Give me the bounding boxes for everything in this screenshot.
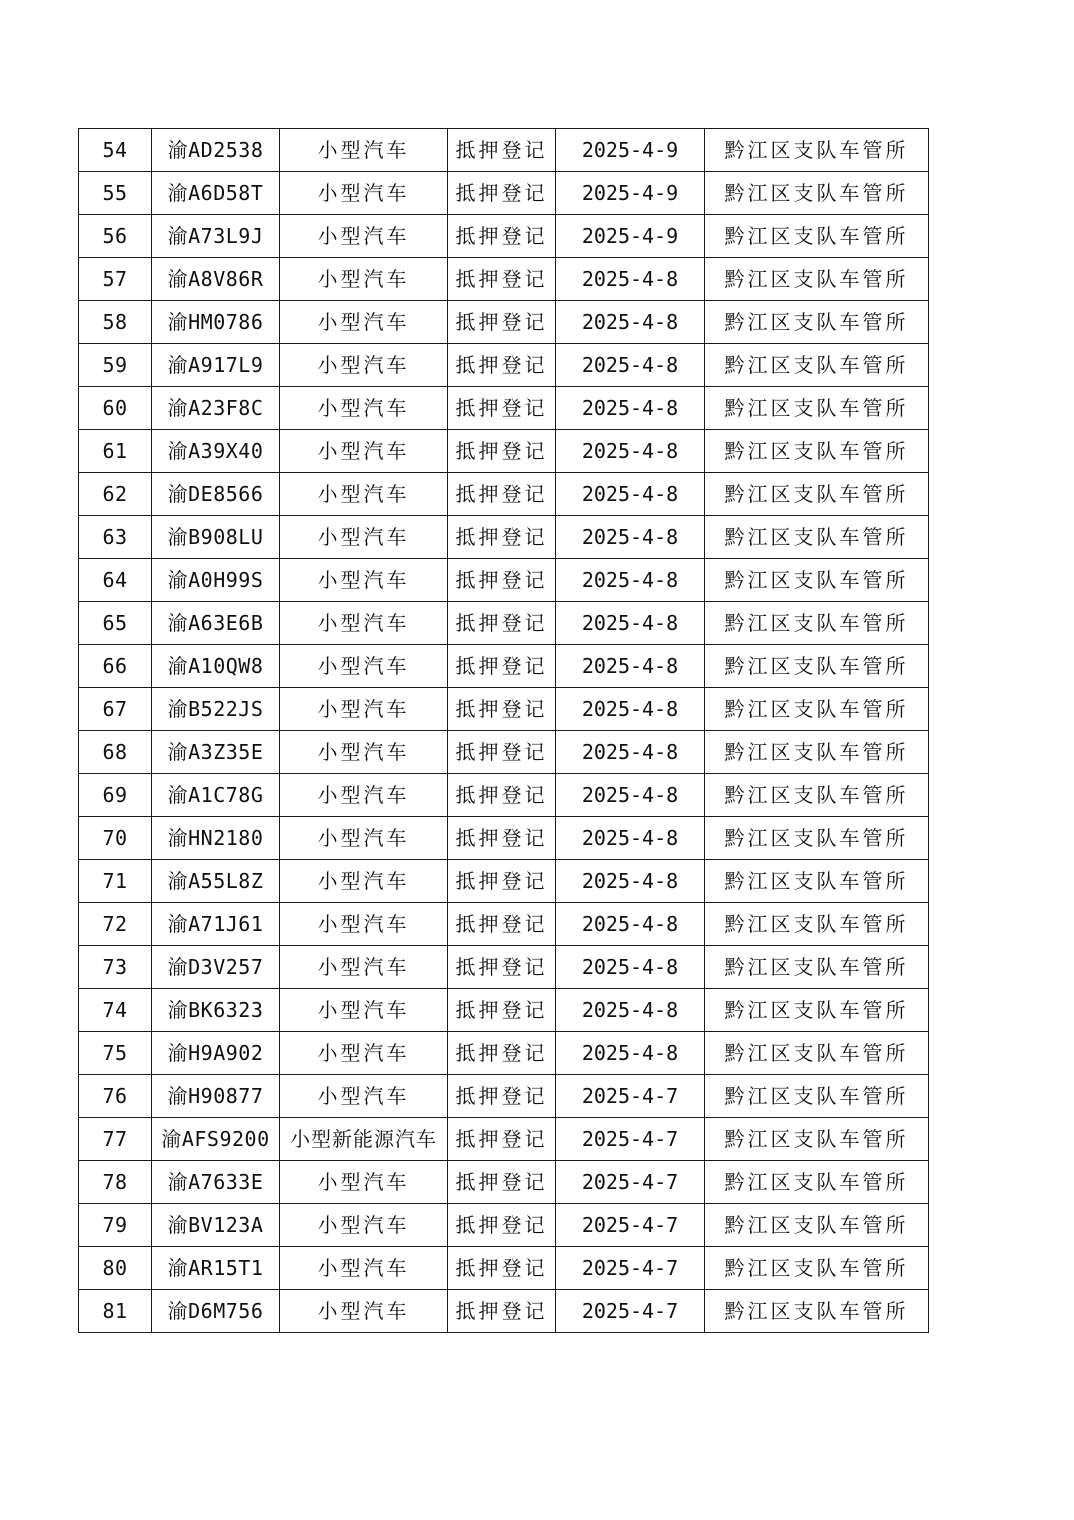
cell-serial-number: 59 [79, 344, 152, 387]
cell-vehicle-type: 小型汽车 [280, 688, 448, 731]
cell-business-type: 抵押登记 [448, 731, 556, 774]
cell-plate-number: 渝AD2538 [152, 129, 280, 172]
cell-business-type: 抵押登记 [448, 1118, 556, 1161]
cell-vehicle-type: 小型汽车 [280, 172, 448, 215]
table-row [79, 1247, 929, 1290]
cell-business-type: 抵押登记 [448, 129, 556, 172]
cell-office: 黔江区支队车管所 [705, 1075, 929, 1118]
table-row [79, 645, 929, 688]
cell-serial-number: 79 [79, 1204, 152, 1247]
cell-serial-number: 74 [79, 989, 152, 1032]
table-row [79, 903, 929, 946]
cell-serial-number: 61 [79, 430, 152, 473]
cell-date: 2025-4-8 [556, 430, 705, 473]
cell-office: 黔江区支队车管所 [705, 516, 929, 559]
cell-date: 2025-4-7 [556, 1161, 705, 1204]
cell-date: 2025-4-8 [556, 516, 705, 559]
cell-serial-number: 56 [79, 215, 152, 258]
cell-date: 2025-4-7 [556, 1075, 705, 1118]
cell-office: 黔江区支队车管所 [705, 817, 929, 860]
cell-date: 2025-4-8 [556, 344, 705, 387]
cell-office: 黔江区支队车管所 [705, 344, 929, 387]
cell-plate-number: 渝B522JS [152, 688, 280, 731]
cell-serial-number: 60 [79, 387, 152, 430]
table-row [79, 516, 929, 559]
cell-plate-number: 渝A3Z35E [152, 731, 280, 774]
cell-plate-number: 渝B908LU [152, 516, 280, 559]
cell-office: 黔江区支队车管所 [705, 301, 929, 344]
cell-serial-number: 62 [79, 473, 152, 516]
table-row [79, 258, 929, 301]
cell-serial-number: 69 [79, 774, 152, 817]
table-row [79, 688, 929, 731]
cell-plate-number: 渝D3V257 [152, 946, 280, 989]
cell-business-type: 抵押登记 [448, 645, 556, 688]
table-row [79, 301, 929, 344]
cell-plate-number: 渝A55L8Z [152, 860, 280, 903]
table-row [79, 817, 929, 860]
cell-date: 2025-4-8 [556, 1032, 705, 1075]
cell-business-type: 抵押登记 [448, 946, 556, 989]
cell-serial-number: 80 [79, 1247, 152, 1290]
cell-business-type: 抵押登记 [448, 903, 556, 946]
cell-office: 黔江区支队车管所 [705, 946, 929, 989]
cell-date: 2025-4-8 [556, 387, 705, 430]
cell-serial-number: 58 [79, 301, 152, 344]
cell-date: 2025-4-8 [556, 301, 705, 344]
cell-office: 黔江区支队车管所 [705, 387, 929, 430]
cell-vehicle-type: 小型汽车 [280, 602, 448, 645]
cell-business-type: 抵押登记 [448, 1247, 556, 1290]
cell-office: 黔江区支队车管所 [705, 731, 929, 774]
cell-business-type: 抵押登记 [448, 1032, 556, 1075]
cell-vehicle-type: 小型汽车 [280, 473, 448, 516]
cell-business-type: 抵押登记 [448, 817, 556, 860]
cell-date: 2025-4-7 [556, 1118, 705, 1161]
cell-office: 黔江区支队车管所 [705, 129, 929, 172]
cell-office: 黔江区支队车管所 [705, 903, 929, 946]
cell-office: 黔江区支队车管所 [705, 1204, 929, 1247]
cell-plate-number: 渝A6D58T [152, 172, 280, 215]
cell-business-type: 抵押登记 [448, 473, 556, 516]
cell-date: 2025-4-7 [556, 1290, 705, 1333]
cell-business-type: 抵押登记 [448, 172, 556, 215]
cell-vehicle-type: 小型汽车 [280, 903, 448, 946]
cell-serial-number: 68 [79, 731, 152, 774]
cell-office: 黔江区支队车管所 [705, 215, 929, 258]
cell-office: 黔江区支队车管所 [705, 1247, 929, 1290]
cell-vehicle-type: 小型汽车 [280, 645, 448, 688]
cell-date: 2025-4-8 [556, 731, 705, 774]
cell-vehicle-type: 小型汽车 [280, 1161, 448, 1204]
cell-date: 2025-4-8 [556, 473, 705, 516]
cell-serial-number: 76 [79, 1075, 152, 1118]
cell-serial-number: 73 [79, 946, 152, 989]
cell-business-type: 抵押登记 [448, 989, 556, 1032]
cell-serial-number: 64 [79, 559, 152, 602]
cell-vehicle-type: 小型汽车 [280, 430, 448, 473]
table-row [79, 774, 929, 817]
cell-serial-number: 72 [79, 903, 152, 946]
cell-business-type: 抵押登记 [448, 258, 556, 301]
cell-serial-number: 54 [79, 129, 152, 172]
cell-plate-number: 渝A39X40 [152, 430, 280, 473]
cell-vehicle-type: 小型汽车 [280, 258, 448, 301]
cell-business-type: 抵押登记 [448, 516, 556, 559]
cell-office: 黔江区支队车管所 [705, 989, 929, 1032]
cell-vehicle-type: 小型汽车 [280, 301, 448, 344]
cell-business-type: 抵押登记 [448, 1075, 556, 1118]
table-row [79, 1161, 929, 1204]
cell-office: 黔江区支队车管所 [705, 172, 929, 215]
cell-vehicle-type: 小型汽车 [280, 989, 448, 1032]
cell-office: 黔江区支队车管所 [705, 473, 929, 516]
cell-date: 2025-4-8 [556, 602, 705, 645]
cell-office: 黔江区支队车管所 [705, 1161, 929, 1204]
cell-office: 黔江区支队车管所 [705, 258, 929, 301]
cell-office: 黔江区支队车管所 [705, 860, 929, 903]
cell-serial-number: 63 [79, 516, 152, 559]
cell-business-type: 抵押登记 [448, 1161, 556, 1204]
cell-date: 2025-4-7 [556, 1247, 705, 1290]
cell-plate-number: 渝A23F8C [152, 387, 280, 430]
table-row [79, 559, 929, 602]
cell-serial-number: 55 [79, 172, 152, 215]
cell-office: 黔江区支队车管所 [705, 645, 929, 688]
cell-date: 2025-4-9 [556, 215, 705, 258]
cell-office: 黔江区支队车管所 [705, 430, 929, 473]
table-row [79, 473, 929, 516]
cell-plate-number: 渝D6M756 [152, 1290, 280, 1333]
registration-table [78, 128, 929, 1333]
cell-date: 2025-4-8 [556, 774, 705, 817]
cell-serial-number: 65 [79, 602, 152, 645]
cell-vehicle-type: 小型汽车 [280, 387, 448, 430]
cell-business-type: 抵押登记 [448, 1204, 556, 1247]
cell-office: 黔江区支队车管所 [705, 559, 929, 602]
cell-date: 2025-4-8 [556, 258, 705, 301]
table-row [79, 1118, 929, 1161]
table-row [79, 215, 929, 258]
cell-business-type: 抵押登记 [448, 860, 556, 903]
cell-vehicle-type: 小型新能源汽车 [280, 1118, 448, 1161]
table-row [79, 129, 929, 172]
cell-vehicle-type: 小型汽车 [280, 1204, 448, 1247]
table-row [79, 731, 929, 774]
table-row [79, 1075, 929, 1118]
cell-business-type: 抵押登记 [448, 344, 556, 387]
cell-vehicle-type: 小型汽车 [280, 1290, 448, 1333]
cell-office: 黔江区支队车管所 [705, 602, 929, 645]
cell-office: 黔江区支队车管所 [705, 688, 929, 731]
cell-plate-number: 渝A71J61 [152, 903, 280, 946]
cell-business-type: 抵押登记 [448, 1290, 556, 1333]
cell-business-type: 抵押登记 [448, 387, 556, 430]
cell-date: 2025-4-8 [556, 559, 705, 602]
cell-vehicle-type: 小型汽车 [280, 817, 448, 860]
table-row [79, 946, 929, 989]
table-row [79, 172, 929, 215]
cell-date: 2025-4-8 [556, 645, 705, 688]
cell-plate-number: 渝H9A902 [152, 1032, 280, 1075]
cell-office: 黔江区支队车管所 [705, 1118, 929, 1161]
cell-date: 2025-4-8 [556, 860, 705, 903]
cell-vehicle-type: 小型汽车 [280, 1075, 448, 1118]
cell-vehicle-type: 小型汽车 [280, 860, 448, 903]
cell-date: 2025-4-8 [556, 903, 705, 946]
cell-serial-number: 75 [79, 1032, 152, 1075]
cell-plate-number: 渝A1C78G [152, 774, 280, 817]
cell-vehicle-type: 小型汽车 [280, 731, 448, 774]
cell-serial-number: 71 [79, 860, 152, 903]
table-row [79, 1290, 929, 1333]
cell-plate-number: 渝A917L9 [152, 344, 280, 387]
cell-date: 2025-4-7 [556, 1204, 705, 1247]
document-page [78, 128, 929, 1333]
cell-plate-number: 渝HN2180 [152, 817, 280, 860]
cell-plate-number: 渝A73L9J [152, 215, 280, 258]
cell-vehicle-type: 小型汽车 [280, 1032, 448, 1075]
cell-plate-number: 渝BK6323 [152, 989, 280, 1032]
cell-date: 2025-4-8 [556, 817, 705, 860]
cell-vehicle-type: 小型汽车 [280, 516, 448, 559]
cell-serial-number: 57 [79, 258, 152, 301]
cell-vehicle-type: 小型汽车 [280, 344, 448, 387]
cell-business-type: 抵押登记 [448, 688, 556, 731]
cell-date: 2025-4-8 [556, 688, 705, 731]
cell-vehicle-type: 小型汽车 [280, 559, 448, 602]
cell-date: 2025-4-8 [556, 946, 705, 989]
cell-vehicle-type: 小型汽车 [280, 774, 448, 817]
cell-business-type: 抵押登记 [448, 774, 556, 817]
cell-vehicle-type: 小型汽车 [280, 946, 448, 989]
table-row [79, 602, 929, 645]
cell-date: 2025-4-9 [556, 129, 705, 172]
cell-office: 黔江区支队车管所 [705, 774, 929, 817]
cell-plate-number: 渝A0H99S [152, 559, 280, 602]
cell-plate-number: 渝A63E6B [152, 602, 280, 645]
cell-vehicle-type: 小型汽车 [280, 1247, 448, 1290]
cell-business-type: 抵押登记 [448, 559, 556, 602]
cell-office: 黔江区支队车管所 [705, 1290, 929, 1333]
cell-date: 2025-4-8 [556, 989, 705, 1032]
table-row [79, 860, 929, 903]
cell-serial-number: 77 [79, 1118, 152, 1161]
cell-business-type: 抵押登记 [448, 430, 556, 473]
cell-plate-number: 渝DE8566 [152, 473, 280, 516]
cell-serial-number: 67 [79, 688, 152, 731]
table-row [79, 1204, 929, 1247]
cell-plate-number: 渝AR15T1 [152, 1247, 280, 1290]
cell-office: 黔江区支队车管所 [705, 1032, 929, 1075]
cell-serial-number: 70 [79, 817, 152, 860]
cell-serial-number: 81 [79, 1290, 152, 1333]
table-row [79, 989, 929, 1032]
cell-business-type: 抵押登记 [448, 215, 556, 258]
cell-serial-number: 78 [79, 1161, 152, 1204]
cell-business-type: 抵押登记 [448, 602, 556, 645]
cell-vehicle-type: 小型汽车 [280, 215, 448, 258]
table-row [79, 387, 929, 430]
cell-plate-number: 渝A8V86R [152, 258, 280, 301]
table-row [79, 344, 929, 387]
registration-table-body [79, 129, 929, 1333]
cell-plate-number: 渝H90877 [152, 1075, 280, 1118]
cell-business-type: 抵押登记 [448, 301, 556, 344]
table-row [79, 430, 929, 473]
cell-date: 2025-4-9 [556, 172, 705, 215]
cell-vehicle-type: 小型汽车 [280, 129, 448, 172]
table-row [79, 1032, 929, 1075]
cell-plate-number: 渝AFS9200 [152, 1118, 280, 1161]
cell-plate-number: 渝BV123A [152, 1204, 280, 1247]
cell-plate-number: 渝HM0786 [152, 301, 280, 344]
cell-plate-number: 渝A7633E [152, 1161, 280, 1204]
cell-serial-number: 66 [79, 645, 152, 688]
cell-plate-number: 渝A10QW8 [152, 645, 280, 688]
